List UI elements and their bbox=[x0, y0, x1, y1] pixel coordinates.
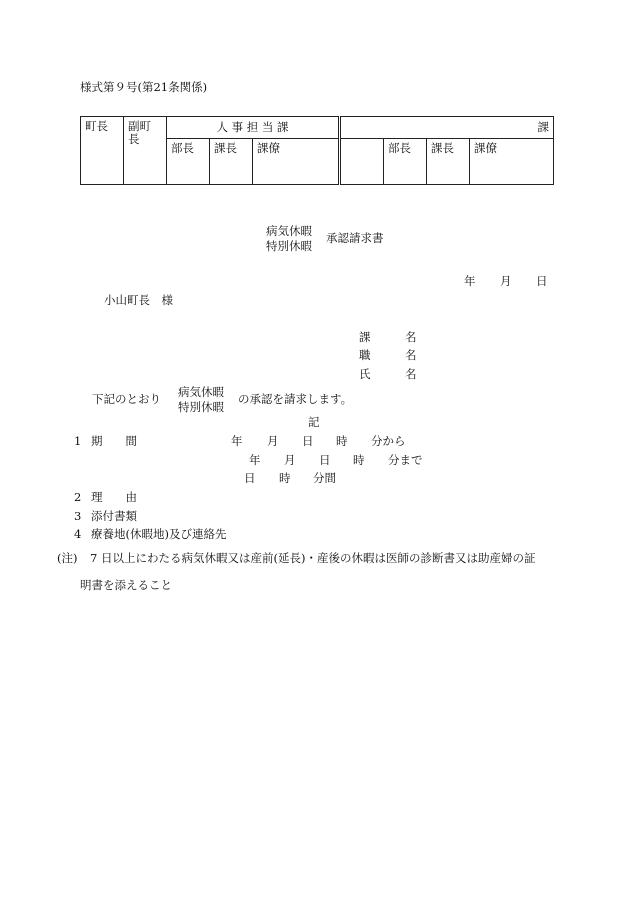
item-3-number: 3 bbox=[74, 509, 82, 523]
applicant-section-label: 課 bbox=[359, 330, 371, 344]
personnel-chief-cell: 課長 bbox=[210, 139, 253, 185]
applicant-name-label: 氏 bbox=[359, 367, 371, 381]
deputy-mayor-label: 副町長 bbox=[128, 119, 151, 147]
note-line-1: 7 日以上にわたる病気休暇又は産前(延長)・産後の休暇は医師の診断書又は助産婦の証 bbox=[90, 551, 536, 565]
period-from-hour: 時 bbox=[336, 434, 348, 448]
deputy-mayor-cell bbox=[124, 117, 167, 185]
item-4-number: 4 bbox=[74, 527, 82, 541]
period-from-minute: 分から bbox=[371, 434, 406, 448]
period-to-minute: 分まで bbox=[388, 453, 423, 467]
town-mayor-label: 町長 bbox=[85, 119, 108, 133]
period-from-year: 年 bbox=[231, 434, 243, 448]
request-leave-special: 特別休暇 bbox=[178, 400, 224, 414]
addressee: 小山町長 様 bbox=[104, 293, 173, 307]
period-to-month: 月 bbox=[284, 453, 296, 467]
leave-type-special: 特別休暇 bbox=[266, 239, 312, 253]
section-chief-cell: 課長 bbox=[427, 139, 470, 185]
item-3-label: 添付書類 bbox=[91, 509, 137, 523]
item-2-number: 2 bbox=[74, 490, 82, 504]
section-director-cell: 部長 bbox=[384, 139, 427, 185]
note-line-2: 明書を添えること bbox=[80, 578, 172, 592]
period-to-year: 年 bbox=[249, 453, 261, 467]
section-header: 課 bbox=[341, 117, 554, 139]
personnel-staff-cell: 課僚 bbox=[253, 139, 339, 185]
applicant-position-label: 職 bbox=[359, 348, 371, 362]
period-from-month: 月 bbox=[267, 434, 279, 448]
date-day: 日 bbox=[536, 274, 548, 288]
period-to-hour: 時 bbox=[353, 453, 365, 467]
section-staff-cell: 課僚 bbox=[470, 139, 554, 185]
date-month: 月 bbox=[500, 274, 512, 288]
item-2-label: 理 由 bbox=[91, 490, 137, 504]
town-mayor-cell bbox=[81, 117, 124, 185]
request-leave-sick: 病気休暇 bbox=[178, 385, 224, 399]
form-title: 様式第９号(第21条関係) bbox=[80, 80, 208, 94]
ki-heading: 記 bbox=[308, 415, 320, 429]
leave-type-sick: 病気休暇 bbox=[266, 224, 312, 238]
doc-title-suffix: 承認請求書 bbox=[326, 231, 384, 245]
personnel-director-cell: 部長 bbox=[167, 139, 210, 185]
applicant-position-name: 名 bbox=[405, 348, 417, 362]
section-blank-cell bbox=[341, 139, 384, 185]
note-mark: (注) bbox=[57, 551, 78, 565]
period-from-day: 日 bbox=[302, 434, 314, 448]
date-year: 年 bbox=[464, 274, 476, 288]
request-leave-types bbox=[178, 385, 224, 415]
duration-days: 日 bbox=[244, 471, 256, 485]
personnel-section-header: 人 事 担 当 課 bbox=[167, 117, 339, 139]
applicant-section-name: 名 bbox=[405, 330, 417, 344]
request-suffix: の承認を請求します。 bbox=[238, 392, 353, 406]
item-1-label: 期 間 bbox=[91, 434, 137, 448]
approval-stamp-table bbox=[80, 116, 554, 185]
duration-minutes: 分間 bbox=[313, 471, 336, 485]
item-4-label: 療養地(休暇地)及び連絡先 bbox=[91, 527, 227, 541]
period-to-day: 日 bbox=[319, 453, 331, 467]
applicant-name-name: 名 bbox=[405, 367, 417, 381]
item-1-number: 1 bbox=[74, 434, 82, 448]
request-prefix: 下記のとおり bbox=[92, 392, 161, 406]
doc-title-leave-types bbox=[266, 224, 312, 254]
duration-hours: 時 bbox=[279, 471, 291, 485]
